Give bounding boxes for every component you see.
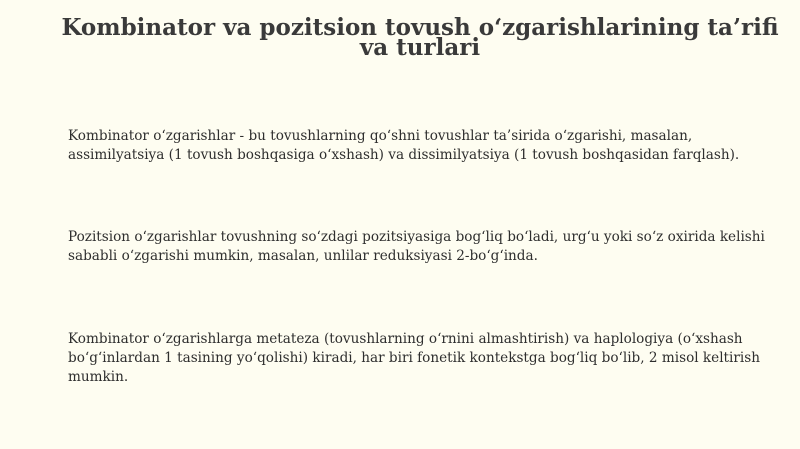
slide-title: Kombinator va pozitsion tovush o‘zgarishlarining ta’rifi va turlari: [61, 14, 779, 61]
paragraph-combinatory-types: Kombinator o‘zgarishlarga metateza (tovushlarning o‘rnini almashtirish) va haplologiya (o‘xshash bo‘g‘inlardan 1 tasining yo‘qolishi) kiradi, har biri fonetik kontekstga bog‘liq bo‘lib, 2 misol keltirish mumkin.: [68, 331, 760, 385]
paragraph-positional-changes: Pozitsion o‘zgarishlar tovushning so‘zdagi pozitsiyasiga bog‘liq bo‘ladi, urg‘u yoki so‘z oxirida kelishi sababli o‘zgarishi mumkin, masalan, unlilar reduksiyasi 2-bo‘g‘inda.: [68, 229, 765, 264]
paragraph-combinatory-changes: Kombinator o‘zgarishlar - bu tovushlarning qo‘shni tovushlar ta’sirida o‘zgarishi, masalan, assimilyatsiya (1 tovush boshqasiga o‘xshash) va dissimilyatsiya (1 tovush boshqasidan farqlash).: [68, 128, 740, 163]
